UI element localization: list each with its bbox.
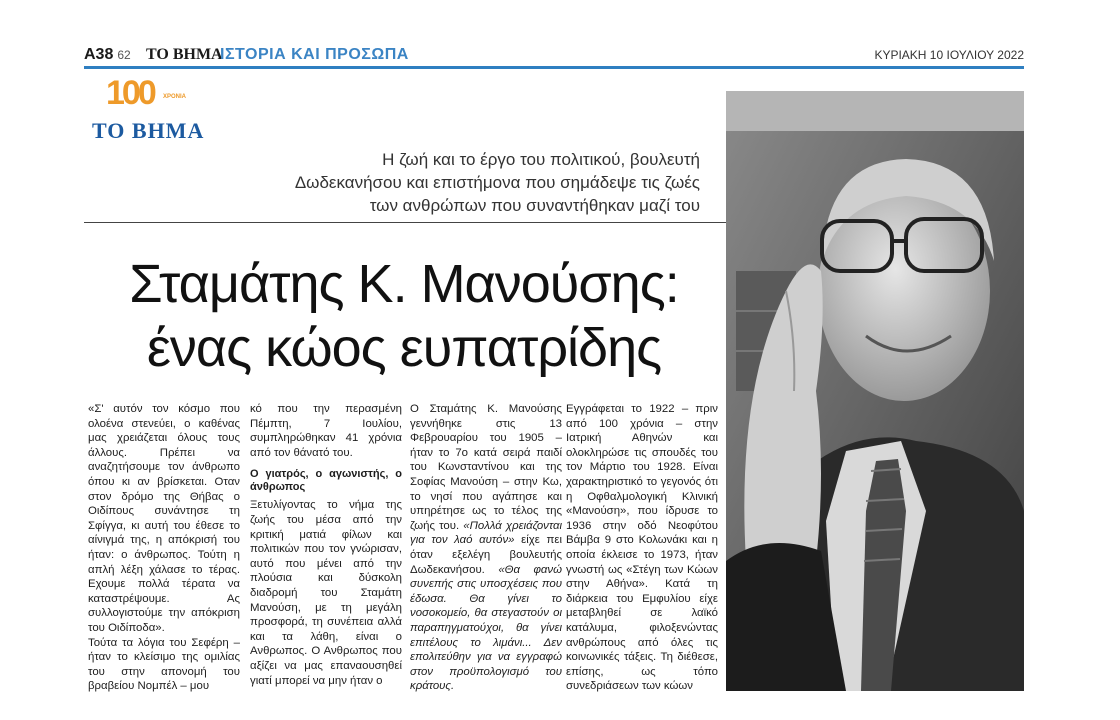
article-column-2 [250, 402, 402, 694]
section-subhead: Ο γιατρός, ο αγωνιστής, ο άνθρωπος [250, 468, 402, 494]
page-code: A38 62 [84, 46, 131, 63]
article-subtitle [200, 148, 700, 217]
paragraph-text: είχε πει όταν εξελέγη βουλευτής Δωδεκανήσου. [410, 534, 562, 576]
paragraph: Ξετυλίγοντας το νήμα της ζωής του μέσα από την κριτική ματιά φίλων και πολιτικών που τον γνώρισαν, αυτό που μένει από την πλούσια και δύσκολη διαδρομή του Σταμάτη Μανούση, με τη μεγάλη προσφορά, τη συνέπεια αλλά και τα λάθη, είναι ο Ανθρωπος. Ο Ανθρωπος που αξίζει να μας επαναουσηθεί γιατί μπορεί να μην ήταν ο [250, 499, 402, 687]
headline-line: ένας κώος ευπατρίδης [146, 318, 662, 378]
article-headline [84, 252, 724, 380]
paragraph: «Σ' αυτόν τον κόσμο που ολοένα στενεύει, ο καθένας μας χρειάζεται όλους τους άλλους. Πρέπει να αναζητήσουμε τον άνθρωπο όπου κι αν βρίσκεται. Οταν στον δρόμο της Θήβας ο Οιδίπους συνάντησε τη Σφίγγα, κι αυτή του έθεσε το αίνιγμά της, η απόκρισή του ήταν: ο άνθρωπος. Τούτη η απλή λέξη χάλασε το τέρας. Εχουμε πολλά τέρατα να καταστρέψουμε. Ας συλλογιστούμε την απόκριση του Οιδίποδα». [88, 403, 240, 634]
subtitle-line: Η ζωή και το έργο του πολιτικού, βουλευτή [382, 150, 700, 169]
header-brand: ΤΟ ΒΗΜΑ [146, 46, 223, 63]
headline-line: Σταμάτης Κ. Μανούσης: [129, 254, 679, 314]
paragraph: Εγγράφεται το 1922 – πριν από 100 χρόνια – στην Ιατρική Αθηνών και ολοκληρώσε τις σπουδές του τον Μάρτιο του 1928. Είναι χαρακτηριστικό το γεγονός ότι η Οφθαλμολογική Κλινική «Μανούση», που ίδρυσε το 1936 στην οδό Νεοφύτου Βάμβα 9 στο Κολωνάκι και η οποία έκλεισε το 1973, ήταν γνωστή ως «Στέγη των Κώων στην Αθήνα». Κατά τη διάρκεια του Εμφυλίου είχε μεταβληθεί σε λαϊκό κατάλυμα, φιλοξενώντας ανθρώπους από όλες τις κοινωνικές τάξεις. Τη διέθεσε, επίσης, ως τόπο συνεδριάσεων των κώων [566, 403, 718, 693]
subtitle-line: των ανθρώπων που συναντήθηκαν μαζί του [369, 196, 700, 215]
article-column-1 [88, 402, 240, 694]
portrait-illustration [726, 91, 1024, 691]
issue-date: ΚΥΡΙΑΚΗ 10 ΙΟΥΛΙΟΥ 2022 [874, 48, 1024, 62]
article-column-3 [410, 402, 562, 694]
paragraph: Τούτα τα λόγια του Σεφέρη – ήταν το κλείσιμο της ομιλίας του στην απονομή του βραβείου Νομπέλ – μου [88, 636, 240, 693]
anniversary-logo-brand: ΤΟ ΒΗΜΑ [92, 118, 205, 143]
quote: «Θα φανώ συνεπής στις υποσχέσεις που έδωσα. Θα γίνει το νοσοκομείο, θα στεγαστούν οι παραπηγματούχοι, θα γίνει επιτέλους το λιμάνι... Δεν επολιτεύθην για να εγγραφώ στον προϋπολογισμό του κράτους. [410, 563, 562, 693]
page-header [84, 44, 1024, 66]
quote: «Πολλά χρειάζονται για τον λαό αυτόν» [410, 519, 562, 547]
anniversary-logo-label: ΧΡΟΝΙΑ [163, 94, 187, 100]
article-column-4 [566, 402, 718, 694]
paragraph-text: Ο Σταμάτης Κ. Μανούσης γεννήθηκε στις 13 Φεβρουαρίου του 1905 – ήταν το 7ο κατά σειρά παιδί του Κωνσταντίνου και της Σοφίας Μανούση – στην Κω, το νησί που αγάπησε και υπηρέτησε ως το τέλος της ζωής του. [410, 403, 562, 532]
paragraph: κό που την περασμένη Πέμπτη, 7 Ιουλίου, συμπληρώθηκαν 41 χρόνια από τον θάνατό του. [250, 403, 402, 459]
paragraph [410, 402, 562, 694]
header-rule [84, 66, 1024, 69]
page-number: 62 [117, 48, 131, 62]
section-title: ΙΣΤΟΡΙΑ ΚΑΙ ΠΡΟΣΩΠΑ [220, 46, 409, 63]
subtitle-line: Δωδεκανήσου και επιστήμονα που σημάδεψε τις ζωές [294, 173, 700, 192]
portrait-photo [726, 91, 1024, 691]
anniversary-logo-number: 100 [106, 74, 154, 112]
